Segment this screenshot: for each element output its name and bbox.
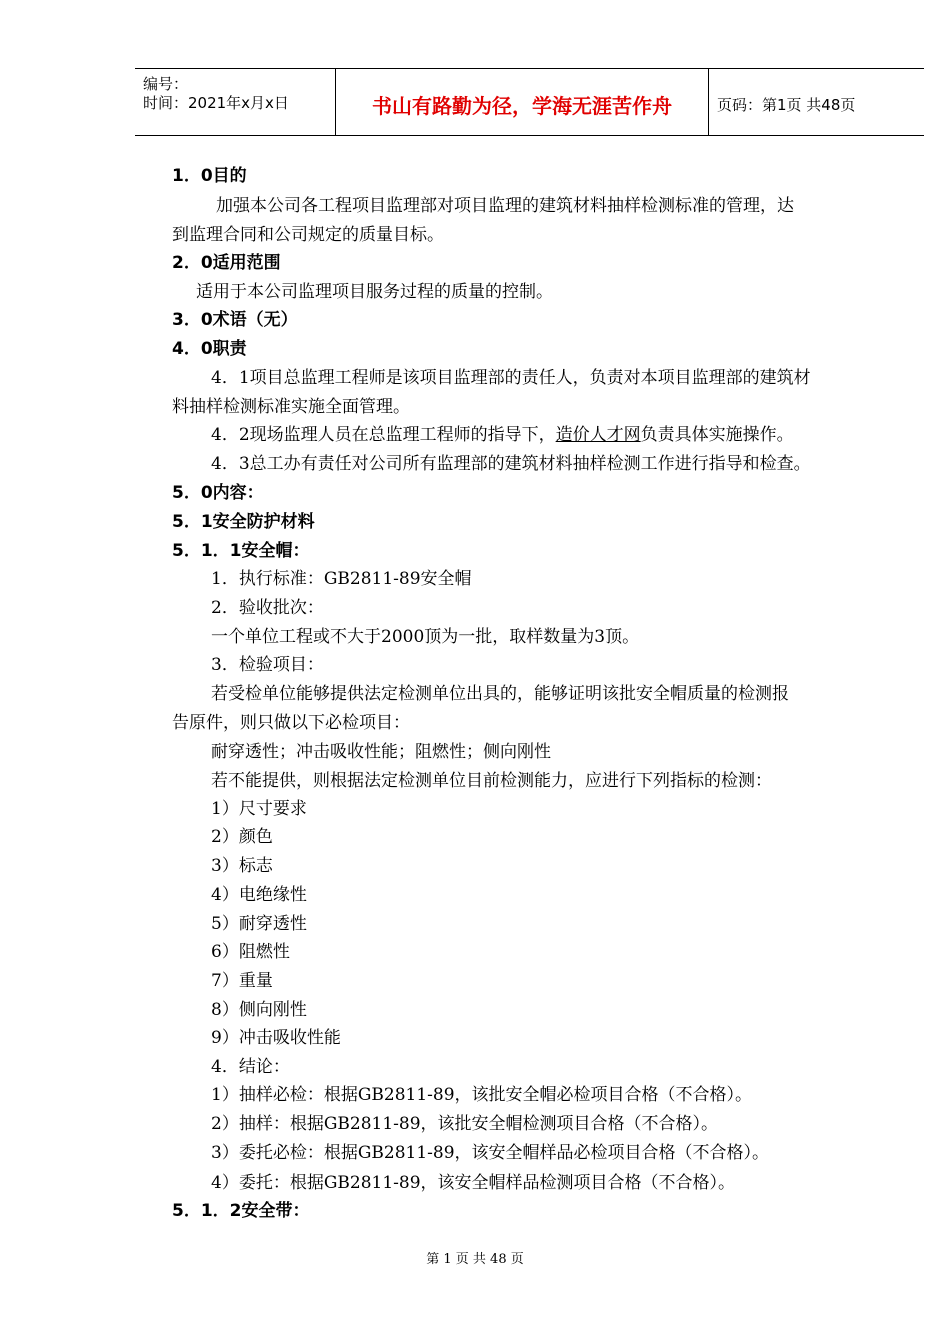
conclusion-item: 1）抽样必检：根据GB2811-89，该批安全帽必检项目合格（不合格）。 <box>211 1085 753 1105</box>
item-4-conclusion: 4．结论： <box>211 1057 290 1077</box>
section-5-title: 5．0内容： <box>172 483 264 503</box>
check-item: 2）颜色 <box>211 827 273 847</box>
check-item: 6）阻燃性 <box>211 942 290 962</box>
conclusion-item: 2）抽样：根据GB2811-89，该批安全帽检测项目合格（不合格）。 <box>211 1114 719 1134</box>
section-3-title: 3．0术语（无） <box>172 310 298 330</box>
check-item: 1）尺寸要求 <box>211 799 307 819</box>
section-4-2-line <box>211 424 794 446</box>
item-3-inspection: 3．检验项目： <box>211 655 324 675</box>
section-4-2-text: 4．2现场监理人员在总监理工程师的指导下， <box>211 425 556 445</box>
conclusion-item: 3）委托必检：根据GB2811-89，该安全帽样品必检项目合格（不合格）。 <box>211 1143 770 1163</box>
section-5-1-1-title: 5．1．1安全帽： <box>172 541 310 561</box>
section-2-paragraph: 适用于本公司监理项目服务过程的质量的控制。 <box>196 282 553 302</box>
check-item: 8）侧向刚性 <box>211 1000 307 1020</box>
section-1-title: 1．0目的 <box>172 166 247 186</box>
document-time-label: 时间：2021年x月x日 <box>143 94 289 112</box>
conclusion-item: 4）委托：根据GB2811-89，该安全帽样品检测项目合格（不合格）。 <box>211 1173 736 1193</box>
document-number-label: 编号： <box>143 75 189 93</box>
section-4-1-line-2: 料抽样检测标准实施全面管理。 <box>172 397 410 417</box>
item-3-required-list: 耐穿透性；冲击吸收性能；阻燃性；侧向刚性 <box>211 742 551 762</box>
section-1-paragraph-line-1: 加强本公司各工程项目监理部对项目监理的建筑材料抽样检测标准的管理，达 <box>216 196 794 216</box>
section-4-title: 4．0职责 <box>172 339 247 359</box>
check-item: 4）电绝缘性 <box>211 885 307 905</box>
check-item: 7）重量 <box>211 971 273 991</box>
check-item: 9）冲击吸收性能 <box>211 1028 341 1048</box>
page-footer: 第 1 页 共 48 页 <box>426 1252 524 1267</box>
section-4-2-text-end: 负责具体实施操作。 <box>640 425 794 445</box>
item-3-paragraph-line-1: 若受检单位能够提供法定检测单位出具的，能够证明该批安全帽质量的检测报 <box>211 684 789 704</box>
item-3-alternative: 若不能提供，则根据法定检测单位目前检测能力，应进行下列指标的检测： <box>211 771 772 791</box>
header-page-number: 页码：第1页 共48页 <box>717 96 856 114</box>
item-2-batch: 2．验收批次： <box>211 598 324 618</box>
item-3-paragraph-line-2: 告原件，则只做以下必检项目： <box>172 713 410 733</box>
talent-network-link[interactable]: 造价人才网 <box>555 425 641 445</box>
item-2-text: 一个单位工程或不大于2000顶为一批，取样数量为3顶。 <box>211 627 640 647</box>
check-item: 5）耐穿透性 <box>211 914 307 934</box>
section-4-1-line-1: 4．1项目总监理工程师是该项目监理部的责任人，负责对本项目监理部的建筑材 <box>211 368 811 388</box>
section-5-1-title: 5．1安全防护材料 <box>172 512 315 532</box>
section-1-paragraph-line-2: 到监理合同和公司规定的质量目标。 <box>172 225 444 245</box>
check-item: 3）标志 <box>211 856 273 876</box>
section-4-3-line: 4．3总工办有责任对公司所有监理部的建筑材料抽样检测工作进行指导和检查。 <box>211 454 811 474</box>
section-2-title: 2．0适用范围 <box>172 253 281 273</box>
header-motto: 书山有路勤为径，学海无涯苦作舟 <box>372 94 672 118</box>
section-5-1-2-title: 5．1．2安全带： <box>172 1201 310 1221</box>
item-1-standard: 1．执行标准：GB2811-89安全帽 <box>211 569 472 589</box>
